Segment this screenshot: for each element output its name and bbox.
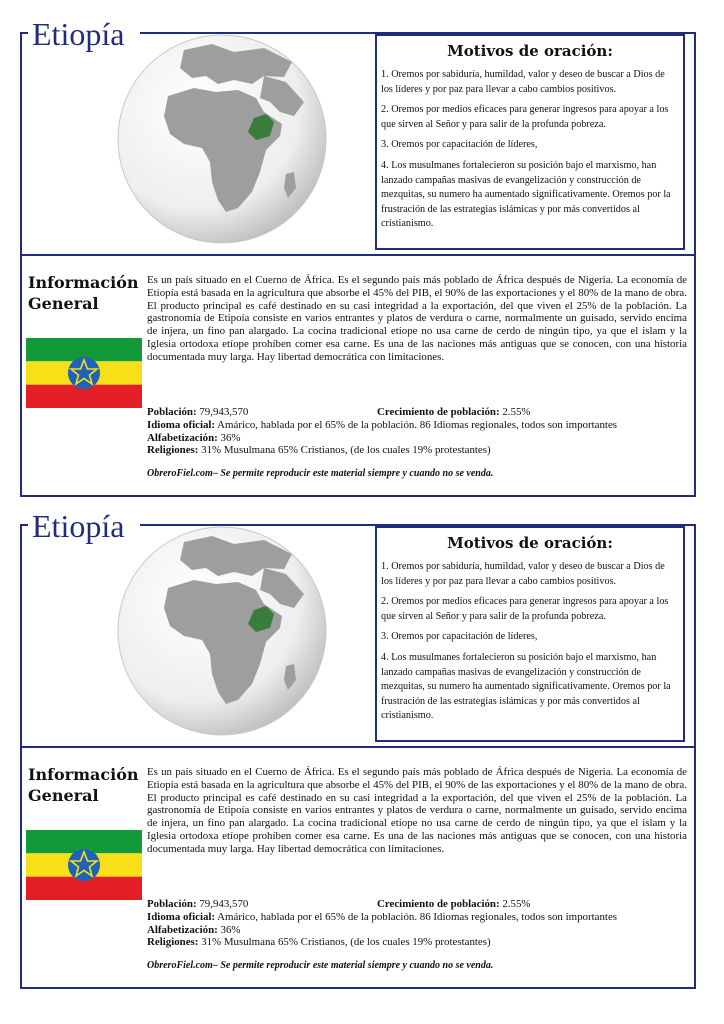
prayer-item: 3. Oremos por capacitación de líderes, xyxy=(381,139,538,151)
info-heading-line2: General xyxy=(28,786,99,805)
info-heading xyxy=(28,764,140,806)
facts-block xyxy=(147,406,687,457)
religion-value: 31% Musulmana 65% Cristianos, (de los cuales 19% protestantes) xyxy=(198,936,491,949)
credit-line: ObreroFiel.com– Se permite reproducir este material siempre y cuando no se venda. xyxy=(147,960,494,971)
growth-label: Crecimiento de población: xyxy=(377,406,500,418)
growth-value: 2.55% xyxy=(499,898,531,910)
literacy-label: Alfabetización: xyxy=(147,431,218,444)
language-value: Amárico, hablada por el 65% de la población. 86 Idiomas regionales, todos son importantes xyxy=(215,910,618,923)
language-label: Idioma oficial: xyxy=(147,418,216,431)
info-heading xyxy=(28,272,140,314)
card-divider xyxy=(22,746,694,748)
info-heading-line1: Información xyxy=(28,765,139,784)
prayer-box xyxy=(375,526,685,742)
growth-label: Crecimiento de población: xyxy=(377,898,500,910)
ethiopia-flag-image xyxy=(26,830,142,900)
general-description: Es un país situado en el Cuerno de África. Es el segundo país más poblado de África después de Nigeria. La economía de Etiopía está basada en la agricultura que absorbe el 45% del PIB, el 90% de las exportaciones y el 80% de la mano de obra. El producto principal es café destinado en su casi integridad a la exportación, del que viven el 25% de la población. La gastronomía de Etipoía consiste en varios entrantes y platos de verdura o carne, normalmente un guisado, servido encima de injera, un fino pan alargado. La cocina tradicional etíope no usa carne de cerdo de ningún tipo, ya que el islam y la Iglesia ortodoxa etíope prohíben comer esa carne. Es una de las naciones más antiguas que se conocen, con una historia documentada muy larga. Hay libertad democrática con limitaciones. xyxy=(147,274,687,363)
prayer-item: 1. Oremos por sabiduría, humildad, valor y deseo de buscar a Dios de los líderes y por paz para llevar a cabo cambios positivos. xyxy=(381,561,665,587)
population-value: 79,943,570 xyxy=(196,406,249,418)
prayer-item: 2. Oremos por medios eficaces para generar ingresos para apoyar a los que sirven al Señor y para salir de la profunda pobreza. xyxy=(381,104,669,130)
prayer-heading: Motivos de oración: xyxy=(447,534,613,552)
info-heading-line1: Información xyxy=(28,273,139,292)
prayer-item: 2. Oremos por medios eficaces para generar ingresos para apoyar a los que sirven al Señor y para salir de la profunda pobreza. xyxy=(381,596,669,622)
population-label: Población: xyxy=(147,406,197,418)
religion-label: Religiones: xyxy=(147,936,199,949)
info-heading-line2: General xyxy=(28,294,99,313)
population-value: 79,943,570 xyxy=(196,898,249,910)
prayer-box xyxy=(375,34,685,250)
population-label: Población: xyxy=(147,898,197,910)
country-title: Etiopía xyxy=(28,506,140,546)
prayer-item: 3. Oremos por capacitación de líderes, xyxy=(381,631,538,643)
literacy-label: Alfabetización: xyxy=(147,923,218,936)
general-description: Es un país situado en el Cuerno de África. Es el segundo país más poblado de África después de Nigeria. La economía de Etiopía está basada en la agricultura que absorbe el 45% del PIB, el 90% de las exportaciones y el 80% de la mano de obra. El producto principal es café destinado en su casi integridad a la exportación, del que viven el 25% de la población. La gastronomía de Etipoía consiste en varios entrantes y platos de verdura o carne, normalmente un guisado, servido encima de injera, un fino pan alargado. La cocina tradicional etíope no usa carne de cerdo de ningún tipo, ya que el islam y la Iglesia ortodoxa etíope prohíben comer esa carne. Es una de las naciones más antiguas que se conocen, con una historia documentada muy larga. Hay libertad democrática con limitaciones. xyxy=(147,766,687,855)
literacy-value: 36% xyxy=(217,923,241,936)
prayer-item: 4. Los musulmanes fortalecieron su posición bajo el marxismo, han lanzado campañas masivas de evangelización y construcción de mezquitas, su numero ha aumentado significativamente. Oremos por la frustración de las estrategias islámicas y por más convertidos al cristianismo. xyxy=(381,651,671,722)
globe-map-image xyxy=(114,32,330,246)
facts-block xyxy=(147,898,687,949)
religion-label: Religiones: xyxy=(147,444,199,457)
country-card xyxy=(20,16,696,497)
ethiopia-flag-image xyxy=(26,338,142,408)
globe-map-image xyxy=(114,524,330,738)
prayer-heading: Motivos de oración: xyxy=(447,42,613,60)
growth-value: 2.55% xyxy=(499,406,531,418)
card-divider xyxy=(22,254,694,256)
prayer-item: 4. Los musulmanes fortalecieron su posición bajo el marxismo, han lanzado campañas masivas de evangelización y construcción de mezquitas, su numero ha aumentado significativamente. Oremos por la frustración de las estrategias islámicas y por más convertidos al cristianismo. xyxy=(381,159,671,230)
prayer-item: 1. Oremos por sabiduría, humildad, valor y deseo de buscar a Dios de los líderes y por paz para llevar a cabo cambios positivos. xyxy=(381,69,665,95)
literacy-value: 36% xyxy=(217,431,241,444)
religion-value: 31% Musulmana 65% Cristianos, (de los cuales 19% protestantes) xyxy=(198,444,491,457)
country-title: Etiopía xyxy=(28,14,140,54)
language-value: Amárico, hablada por el 65% de la población. 86 Idiomas regionales, todos son importantes xyxy=(215,418,618,431)
country-card xyxy=(20,508,696,989)
credit-line: ObreroFiel.com– Se permite reproducir este material siempre y cuando no se venda. xyxy=(147,468,494,479)
language-label: Idioma oficial: xyxy=(147,910,216,923)
